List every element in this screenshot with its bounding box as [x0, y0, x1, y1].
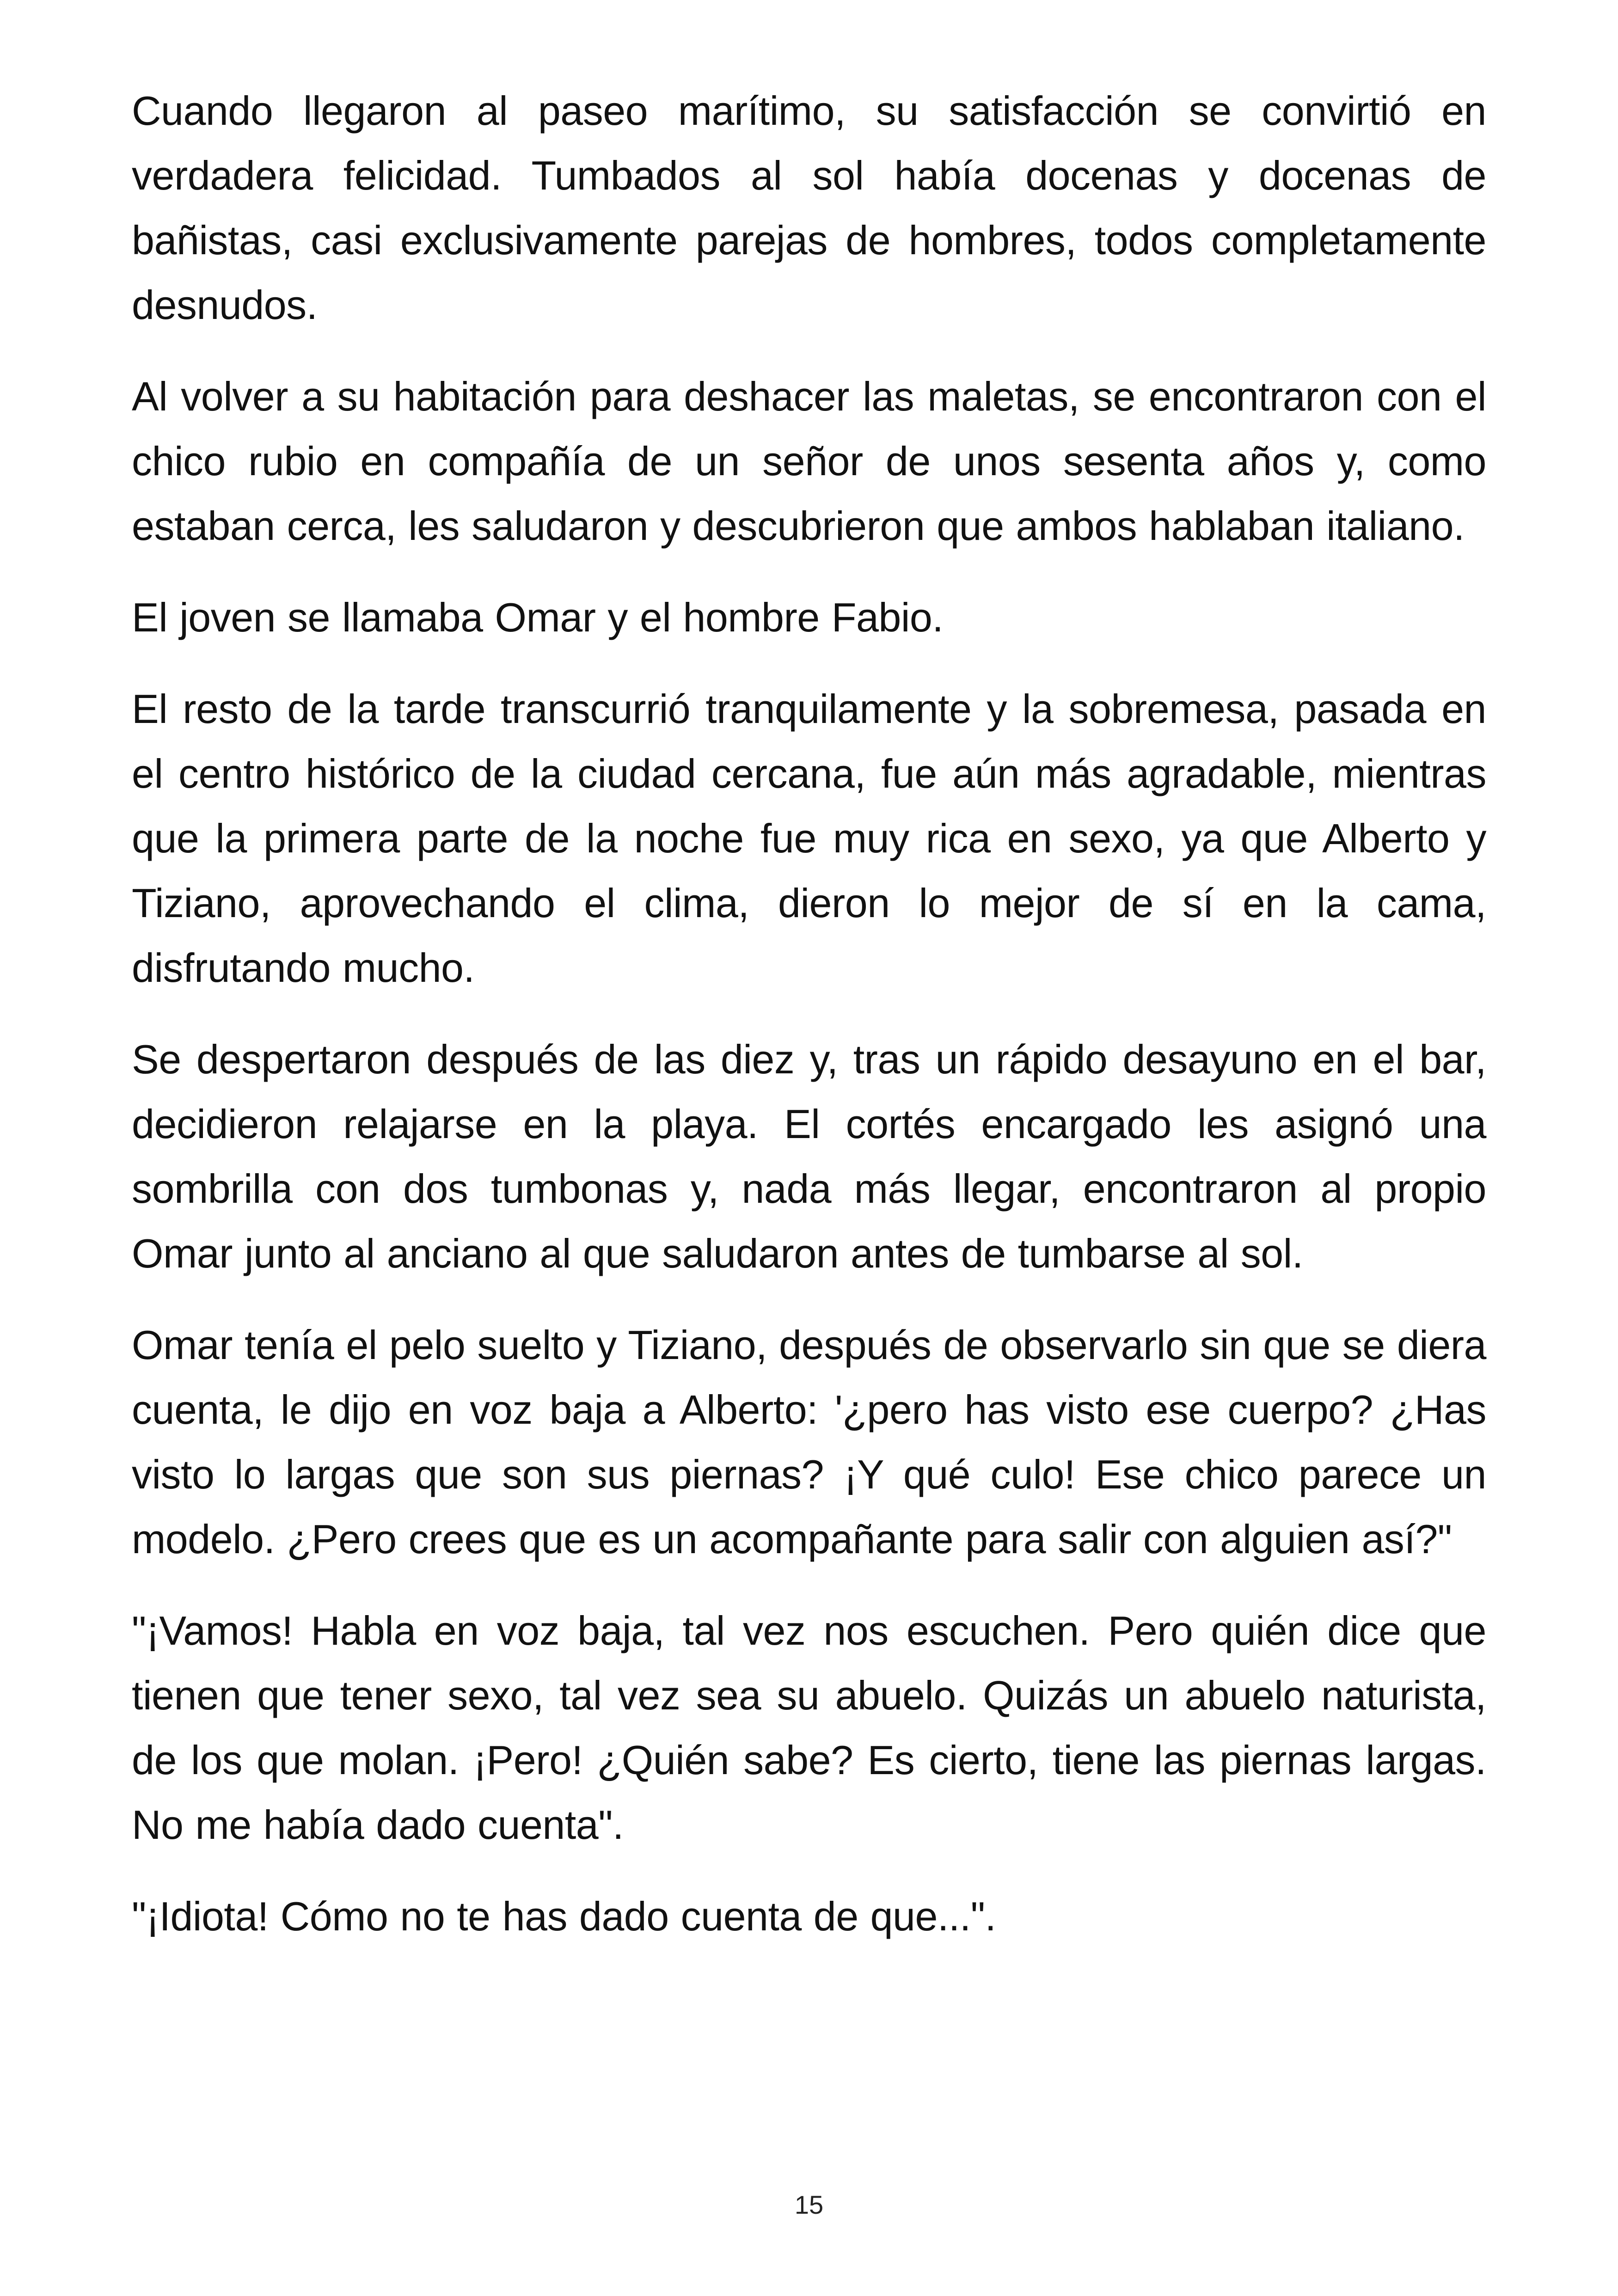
paragraph-4: El resto de la tarde transcurrió tranquilamente y la sobremesa, pasada en el centro histórico de la ciudad cercana, fue aún más agradable, mientras que la primera parte de la noche fue muy rica en sexo, ya que Alberto y Tiziano, aprovechando el clima, dieron lo mejor de sí en la cama, disfrutando mucho.: [132, 686, 1486, 991]
paragraph-3: El joven se llamaba Omar y el hombre Fabio.: [132, 594, 944, 640]
page-number: 15: [794, 2190, 824, 2219]
document-body: [132, 79, 1486, 1949]
paragraph-7: "¡Vamos! Habla en voz baja, tal vez nos escuchen. Pero quién dice que tienen que tener sexo, tal vez sea su abuelo. Quizás un abuelo naturista, de los que molan. ¡Pero! ¿Quién sabe? Es cierto, tiene las piernas largas. No me había dado cuenta".: [132, 1608, 1486, 1848]
paragraph-1: Cuando llegaron al paseo marítimo, su satisfacción se convirtió en verdadera felicidad. Tumbados al sol había docenas y docenas de bañistas, casi exclusivamente parejas de hombres, todos completamente desnudos.: [132, 88, 1486, 328]
paragraph-8: "¡Idiota! Cómo no te has dado cuenta de que...".: [132, 1893, 996, 1939]
paragraph-5: Se despertaron después de las diez y, tras un rápido desayuno en el bar, decidieron relajarse en la playa. El cortés encargado les asignó una sombrilla con dos tumbonas y, nada más llegar, encontraron al propio Omar junto al anciano al que saludaron antes de tumbarse al sol.: [132, 1036, 1486, 1276]
paragraph-2: Al volver a su habitación para deshacer las maletas, se encontraron con el chico rubio en compañía de un señor de unos sesenta años y, como estaban cerca, les saludaron y descubrieron que ambos hablaban italiano.: [132, 373, 1486, 549]
paragraph-6: Omar tenía el pelo suelto y Tiziano, después de observarlo sin que se diera cuenta, le dijo en voz baja a Alberto: '¿pero has visto ese cuerpo? ¿Has visto lo largas que son sus piernas? ¡Y qué culo! Ese chico parece un modelo. ¿Pero crees que es un acompañante para salir con alguien así?": [132, 1322, 1486, 1562]
